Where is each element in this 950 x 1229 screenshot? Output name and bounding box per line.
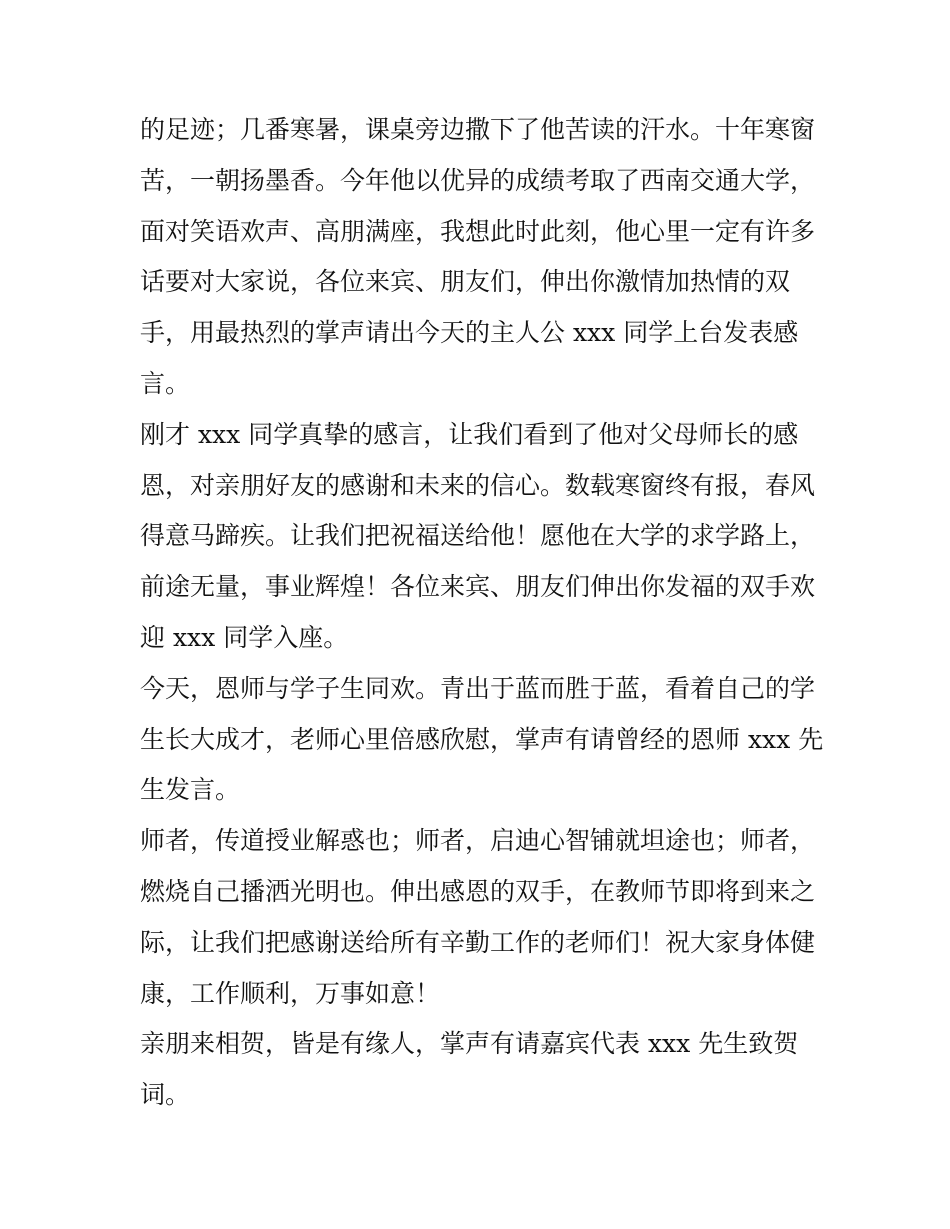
text-line: 康，工作顺利，万事如意！: [140, 978, 441, 1008]
text-line: 手，用最热烈的掌声请出今天的主人公 xxx 同学上台发表感: [140, 318, 799, 348]
text-line: 言。: [140, 368, 191, 398]
text-line: 今天，恩师与学子生同欢。青出于蓝而胜于蓝，看着自己的学: [140, 673, 816, 703]
text-line: 生长大成才，老师心里倍感欣慰，掌声有请曾经的恩师 xxx 先: [140, 724, 824, 754]
text-line: 词。: [140, 1080, 191, 1110]
paragraph-5: [140, 1019, 815, 1121]
text-line: 燃烧自己播洒光明也。伸出感恩的双手，在教师节即将到来之: [140, 876, 816, 906]
text-line: 亲朋来相贺，皆是有缘人，掌声有请嘉宾代表 xxx 先生致贺: [140, 1029, 799, 1059]
text-line: 前途无量，事业辉煌！各位来宾、朋友们伸出你发福的双手欢: [140, 572, 816, 602]
text-line: 恩，对亲朋好友的感谢和未来的信心。数载寒窗终有报，春风: [140, 470, 816, 500]
text-line: 面对笑语欢声、高朋满座，我想此时此刻，他心里一定有许多: [140, 216, 816, 246]
text-line: 苦，一朝扬墨香。今年他以优异的成绩考取了西南交通大学，: [140, 165, 816, 195]
text-line: 的足迹；几番寒暑，课桌旁边撒下了他苦读的汗水。十年寒窗: [140, 115, 816, 144]
paragraph-4: [140, 816, 815, 1019]
text-line: 师者，传道授业解惑也；师者，启迪心智铺就坦途也；师者，: [140, 826, 816, 856]
text-line: 生发言。: [140, 775, 241, 805]
paragraph-3: [140, 664, 824, 816]
text-line: 得意马蹄疾。让我们把祝福送给他！愿他在大学的求学路上，: [140, 521, 816, 551]
paragraph-2: [140, 410, 815, 664]
text-line: 刚才 xxx 同学真挚的感言，让我们看到了他对父母师长的感: [140, 419, 799, 449]
text-line: 迎 xxx 同学入座。: [140, 622, 349, 652]
text-line: 际，让我们把感谢送给所有辛勤工作的老师们！祝大家身体健: [140, 927, 816, 957]
document-body: [140, 105, 824, 1121]
paragraph-1: [140, 105, 815, 410]
text-line: 话要对大家说，各位来宾、朋友们，伸出你激情加热情的双: [140, 267, 791, 297]
